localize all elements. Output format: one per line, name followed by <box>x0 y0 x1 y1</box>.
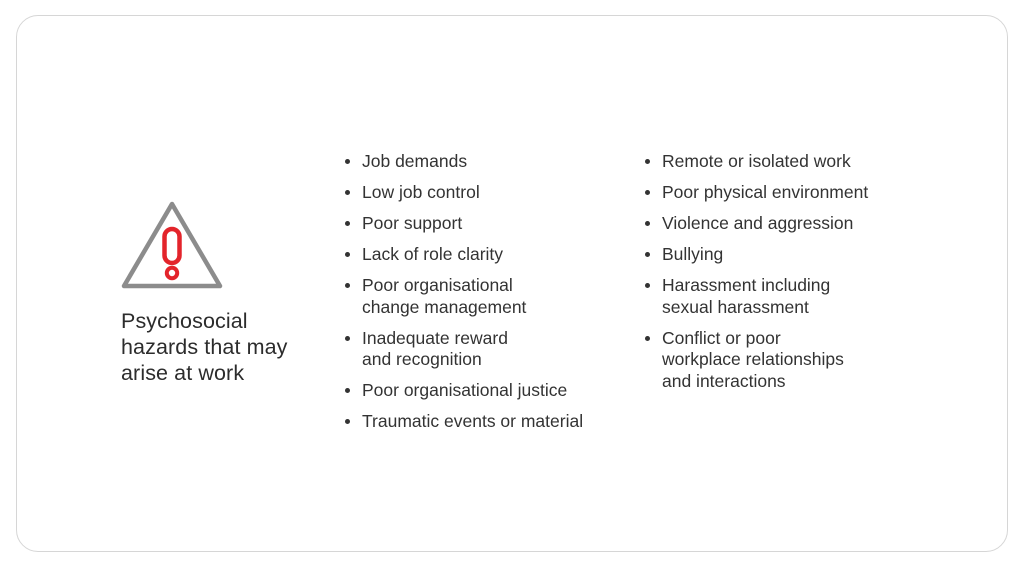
list-item <box>343 275 633 318</box>
list-item <box>343 411 633 433</box>
list-item-text: Low job control <box>362 182 480 202</box>
list-item-text: Harassment including <box>662 275 831 295</box>
list-item <box>643 151 933 173</box>
title-line: arise at work <box>121 361 245 385</box>
warning-triangle-outline <box>124 204 220 286</box>
exclamation-dot <box>167 268 177 278</box>
list-item-text: Poor organisational <box>362 275 513 295</box>
list-item-text: Remote or isolated work <box>662 151 851 171</box>
exclamation-bar <box>165 229 180 263</box>
list-item <box>643 244 933 266</box>
list-item <box>343 182 633 204</box>
list-item-text: Poor support <box>362 213 463 233</box>
list-item <box>343 151 633 173</box>
list-item-text: Poor organisational justice <box>362 380 568 400</box>
list-item-text: and recognition <box>362 349 482 369</box>
list-item-text: and interactions <box>662 370 786 391</box>
hazard-list-left <box>343 151 633 442</box>
list-item <box>643 213 933 235</box>
list-item-text: Job demands <box>362 151 468 171</box>
list-item-text: Conflict or poor <box>662 327 781 348</box>
list-item-text: Lack of role clarity <box>362 244 504 264</box>
list-item-text: sexual harassment <box>662 296 809 317</box>
list-item <box>643 275 933 318</box>
list-item-text: Traumatic events or material <box>362 411 584 431</box>
title-line: hazards that may <box>121 335 288 359</box>
list-item <box>343 213 633 235</box>
hazard-list-right <box>643 151 933 402</box>
list-item-text: Violence and aggression <box>662 213 854 233</box>
list-item-text: Bullying <box>662 244 724 264</box>
page-title <box>121 308 331 386</box>
list-item <box>343 328 633 371</box>
list-item <box>343 244 633 266</box>
list-item-text: change management <box>362 296 527 317</box>
list-item <box>343 380 633 402</box>
list-item <box>643 328 933 393</box>
title-line: Psychosocial <box>121 309 248 333</box>
list-item-text: Poor physical environment <box>662 182 869 202</box>
warning-triangle-icon <box>119 198 225 292</box>
list-item-text: workplace relationships <box>662 349 844 369</box>
list-item <box>643 182 933 204</box>
list-item-text: Inadequate reward <box>362 327 508 348</box>
